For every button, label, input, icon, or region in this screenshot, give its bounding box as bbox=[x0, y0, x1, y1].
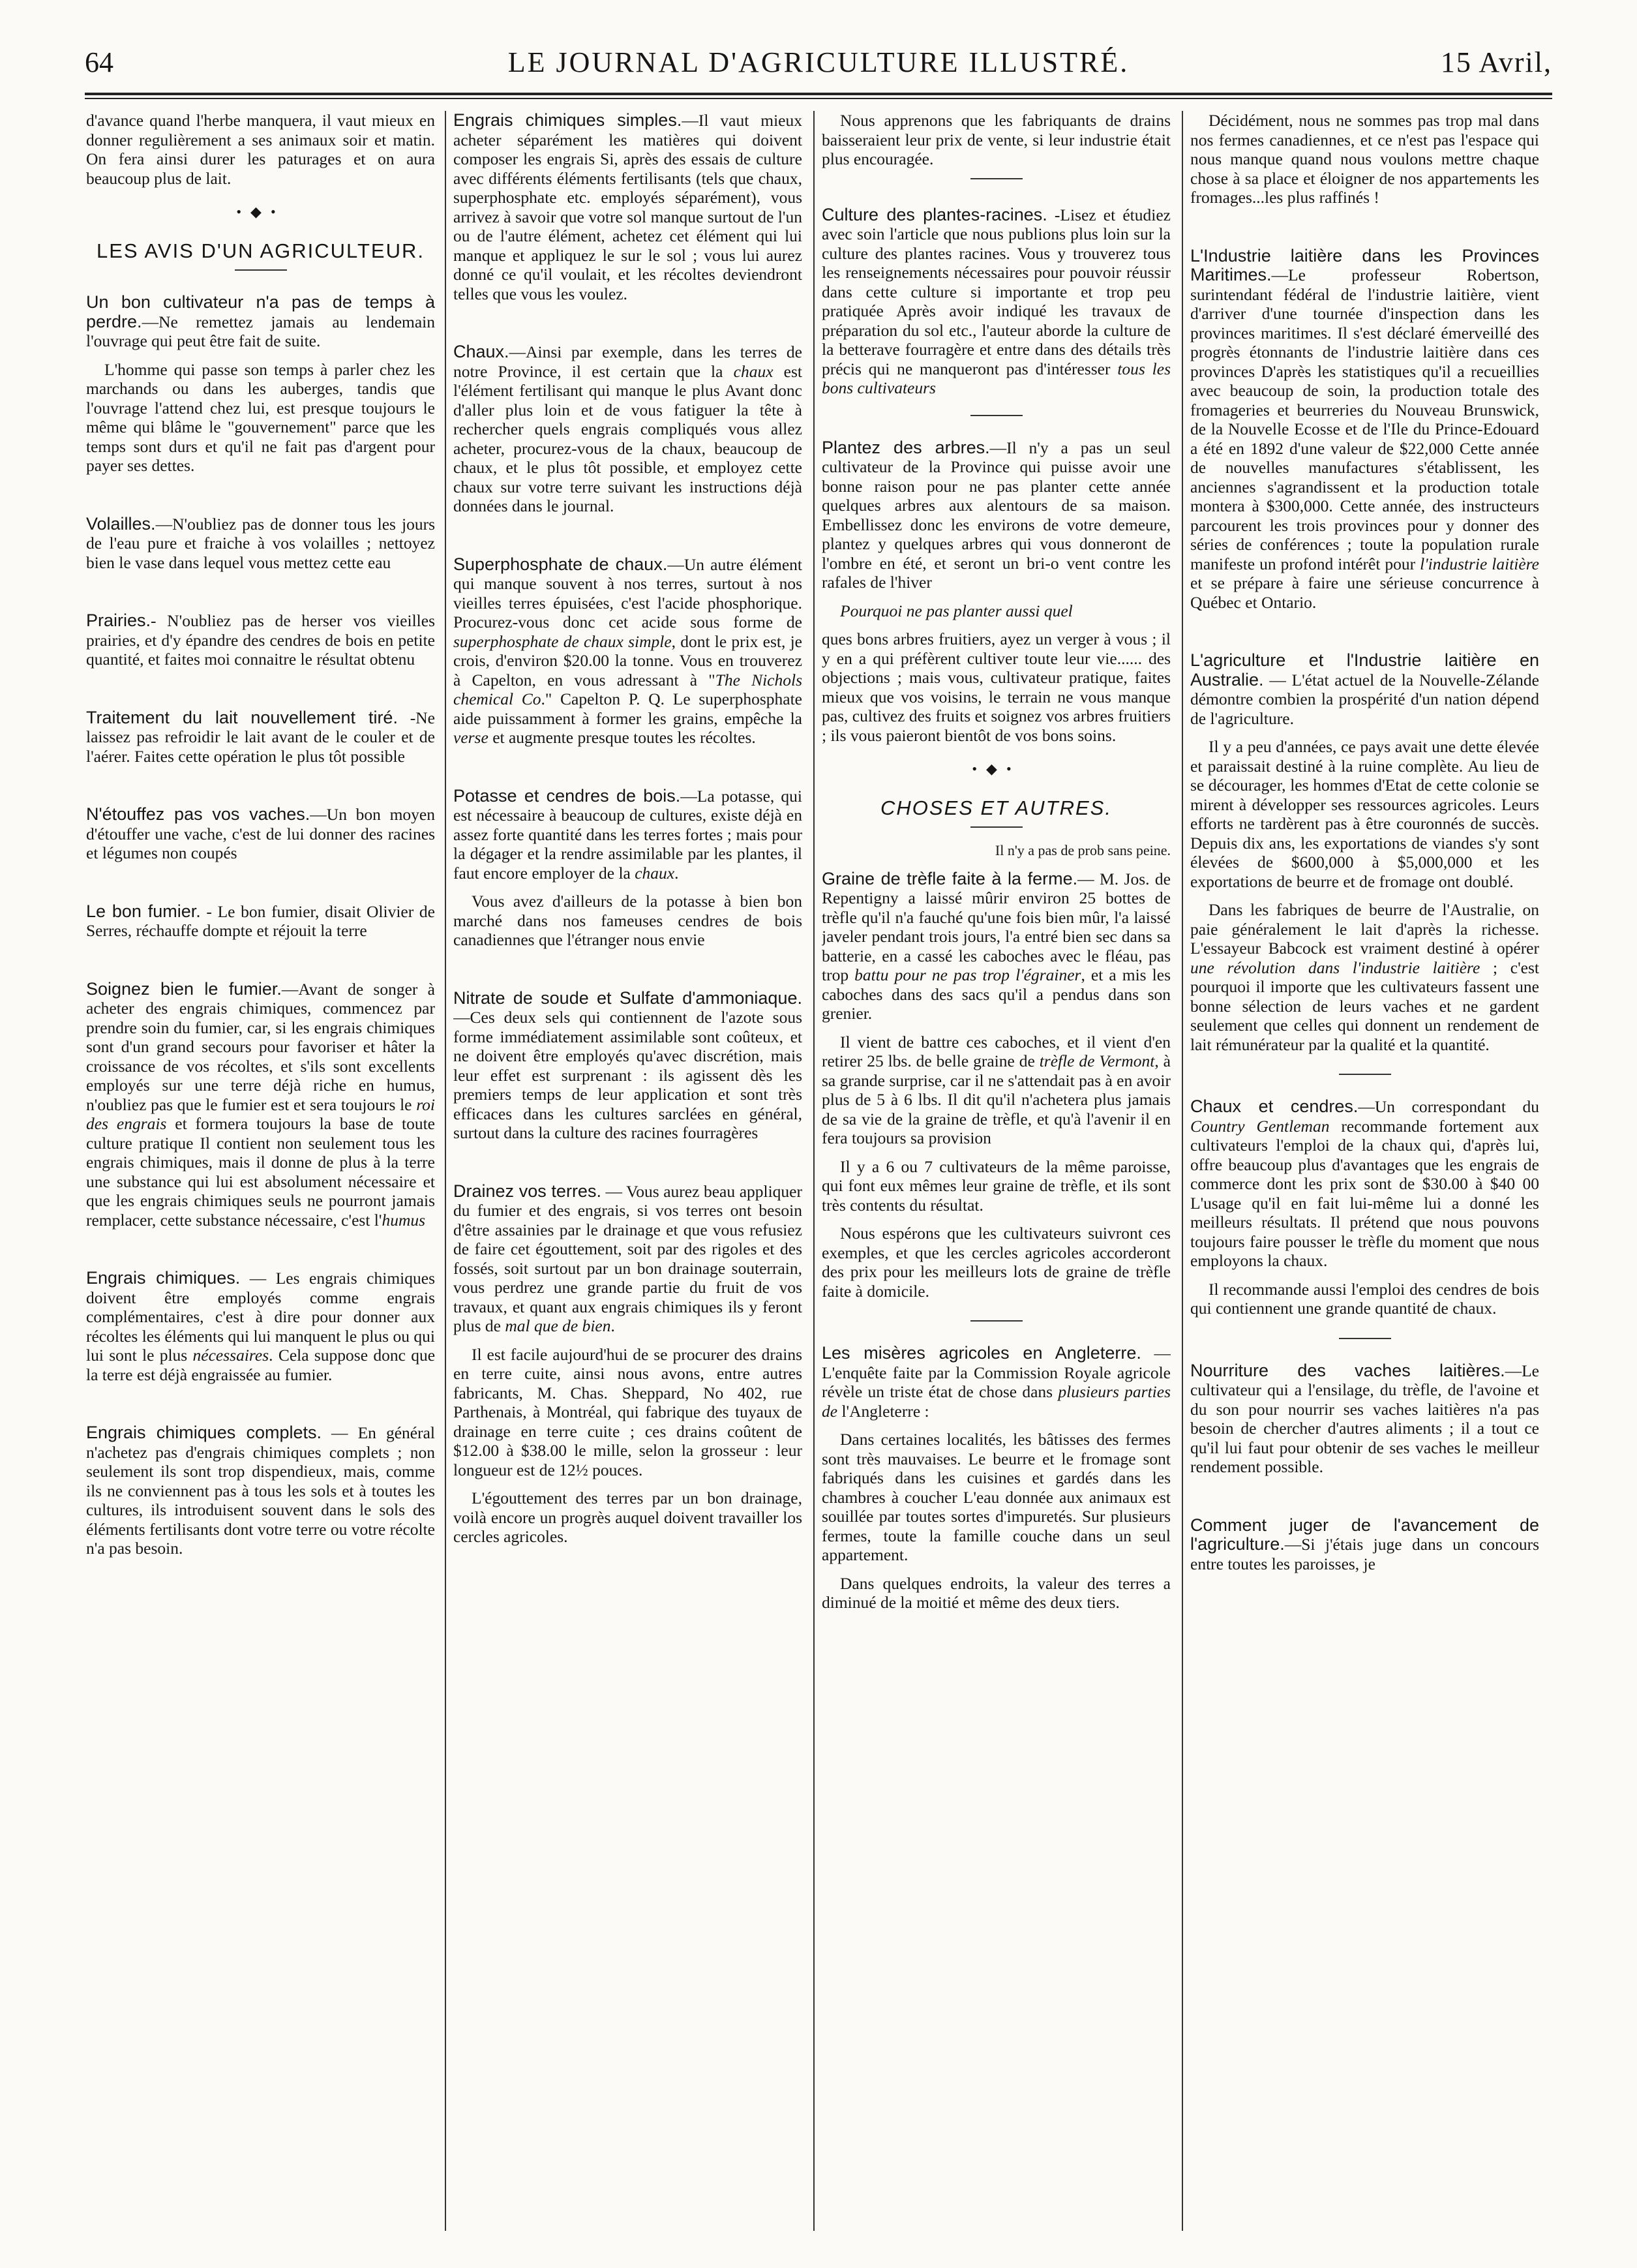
short-rule bbox=[970, 826, 1023, 828]
article-text: Vous avez d'ailleurs de la potasse à bien bon marché dans nos fameuses cendres de bois canadiennes que l'étranger nous envie bbox=[453, 892, 802, 949]
article-text: Dans certaines localités, les bâtisses des fermes sont très mauvaises. Le beurre et le fromage sont fabriqués dans les cuisines et gardés dans les chambres à coucher L'eau donnée aux animaux est souillée par toutes sortes d'impuretés. Sur plusieurs fermes, toute la famille couche dans un seul appartement. bbox=[822, 1430, 1171, 1564]
article-paragraph bbox=[1190, 1097, 1539, 1271]
column-divider bbox=[445, 111, 446, 2231]
article-text: —Le professeur Robertson, surintendant fédéral de l'industrie laitière, vient d'arriver d'une tournée d'inspection dans les provinces maritimes. Il s'est déclaré émerveillé des progrès étonnants de l'industrie laitière dans ces provinces D'après les statistiques qu'il a recueillies avec beaucoup de soin, la production totale des fromageries et beurreries du Nouveau Brunswick, de la Nouvelle Ecosse et de l'Ile du Prince-Edouard a été en 1892 d'une valeur de $22,000 Cette année de nouvelles manufactures s'établissent, les anciennes s'agrandissent et la production totale montera à $300,000. Cette année, des instructeurs parcourent les trois provinces pour y donner des séries de conférences ; toute la population rurale manifeste un profond intérêt pour bbox=[1190, 265, 1539, 573]
article-paragraph bbox=[86, 805, 435, 863]
article-text: d'avance quand l'herbe manquera, il vaut mieux en donner regulièrement a ses animaux soir et matin. On fera ainsi durer les paturages et on aura beaucoup plus de lait. bbox=[86, 111, 435, 188]
article-paragraph bbox=[453, 787, 802, 883]
article-paragraph bbox=[453, 555, 802, 748]
article-text: Il vient de battre ces caboches, et il vient d'en retirer 25 lbs. de belle graine de bbox=[822, 1032, 1171, 1070]
article-text: —Avant de songer à acheter des engrais chimiques, commencez par prendre soin du fumier, car, si les engrais chimiques sont d'un grand secours pour favoriser et hâter la croissance de vos récoltes, et s'ils sont excellents employés sur une terre déjà riche en humus, n'oubliez pas que le fumier est et sera toujours le bbox=[86, 979, 435, 1114]
article-emphasis: The Nichols chemical Co bbox=[453, 670, 802, 708]
column-1 bbox=[86, 111, 435, 2237]
header-rule bbox=[85, 93, 1552, 95]
article-text: —Ainsi par exemple, dans les terres de notre Province, il est certain que la bbox=[453, 342, 802, 381]
article-emphasis: une révolution dans l'industrie laitière bbox=[1190, 958, 1480, 977]
article-text: est l'élément fertilisant qui manque le plus Avant donc d'aller plus loin et de vous fatiguer la tête à rechercher quels engrais compliqués vous allez acheter, procurez-vous de la chaux, beaucoup de chaux, et le plus tôt possible, et employez cette chaux sur votre terre suivant les instructions déjà données dans le journal. bbox=[453, 361, 802, 515]
article-text: et augmente presque toutes les récoltes. bbox=[488, 728, 756, 747]
ornament-separator: •◆• bbox=[236, 204, 285, 220]
article-text: —Le cultivateur qui a l'ensilage, du trèfle, de l'avoine et du son pour nourrir ses vaches laitières n'a pas besoin de chercher d'autres aliments ; il a tout ce qu'il lui faut pour obtenir de ses vaches le meilleur rendement possible. bbox=[1190, 1361, 1539, 1476]
article-emphasis: nécessaires bbox=[192, 1346, 269, 1365]
article-text: . bbox=[674, 863, 679, 883]
article-paragraph bbox=[822, 601, 1171, 621]
column-divider bbox=[1182, 111, 1183, 2231]
article-text: - Le bon fumier, disait Olivier de Serres, réchauffe dompte et réjouit la terre bbox=[86, 901, 435, 940]
article-paragraph bbox=[86, 708, 435, 766]
article-text: -Ne laissez pas refroidir le lait avant de le couler et de l'aérer. Faites cette opération le plus tôt possible bbox=[86, 708, 435, 766]
article-emphasis: chaux bbox=[635, 863, 675, 883]
article-text: — Vous aurez beau appliquer du fumier et des engrais, si vos terres ont besoin d'être assainies par le drainage et que vous refusiez de faire cet égouttement, soit par des rigoles et des fossés, soit surtout par un bon drainage souterrain, vous perdrez une grande partie du fruit de vos travaux, et quant aux engrais chimiques ils y feront plus de bbox=[453, 1181, 802, 1335]
article-heading: Traitement du lait nouvellement tiré. bbox=[86, 707, 398, 727]
article-text: —Si j'étais juge dans un concours entre toutes les paroisses, je bbox=[1190, 1535, 1539, 1573]
article-heading: Comment juger de l'avancement de l'agriculture. bbox=[1190, 1515, 1539, 1554]
article-text: et formera toujours la base de toute culture pratique Il contient non seulement tous les engrais chimiques, mais il donne de plus à la terre une substance qui lui est absolument nécessaire et que les engrais chimiques seuls ne pourront jamais remplacer, cette substance nécessaire, c'est l' bbox=[86, 1114, 435, 1230]
article-heading: Nitrate de soude et Sulfate d'ammoniaque. bbox=[453, 988, 802, 1008]
article-text: Dans les fabriques de beurre de l'Australie, on paie généralement le lait d'après la richesse. L'essayeur Babcock est vraiment destiné à opérer bbox=[1190, 900, 1539, 958]
short-rule bbox=[970, 178, 1023, 179]
issue-date: 15 Avril, bbox=[1440, 46, 1552, 78]
page-number: 64 bbox=[85, 46, 113, 78]
article-emphasis: l'industrie laitière bbox=[1420, 554, 1539, 573]
article-paragraph bbox=[1190, 1516, 1539, 1574]
article-heading: Un bon cultivateur n'a pas de temps à perdre. bbox=[86, 292, 435, 331]
article-text: — En général n'achetez pas d'engrais chimiques complets ; non seulement ils sont trop dispendieux, mais, comme ils ne conviennent pas à tous les sols et à toutes les cultures, ils introduisent souvent dans le sols des éléments fertilisants dont votre terre ou votre récolte n'a pas besoin. bbox=[86, 1423, 435, 1558]
short-rule bbox=[970, 415, 1023, 416]
article-paragraph bbox=[86, 902, 435, 941]
article-paragraph bbox=[453, 111, 802, 303]
article-paragraph bbox=[1190, 900, 1539, 1054]
article-text: . Cela suppose donc que la terre est déjà engraissée au fumier. bbox=[86, 1346, 435, 1384]
column-4 bbox=[1190, 111, 1539, 2237]
article-paragraph bbox=[1190, 247, 1539, 612]
article-paragraph bbox=[822, 1033, 1171, 1148]
article-paragraph bbox=[453, 342, 802, 516]
article-heading: Nourriture des vaches laitières. bbox=[1190, 1360, 1505, 1380]
article-text: Nous espérons que les cultivateurs suivront ces exemples, et que les cercles agricoles accorderont des prix pour les meilleurs lots de graine de trèfle faite à domicile. bbox=[822, 1224, 1171, 1301]
article-heading: Culture des plantes-racines. bbox=[822, 204, 1047, 224]
article-text: Il est facile aujourd'hui de se procurer des drains en terre cuite, ainsi nous avons, entre autres fabricants, M. Chas. Sheppard, No 402, rue Parthenais, à Montréal, qui fabrique des tuyaux de drainage en terre cuite ; ces drains coûtent de $12.00 à $38.00 le mille, selon la grosseur : leur longueur est de 12½ pouces. bbox=[453, 1344, 802, 1479]
section-title: LES AVIS D'UN AGRICULTEUR. bbox=[97, 239, 425, 262]
article-text: ques bons arbres fruitiers, ayez un verger à vous ; il y en a qui préfèrent cultiver toute leur vie...... des objections ; mais vous, cultivateur pratique, faites mieux que vos voisins, le terrain ne vous manque pas, cultivez des fruits et soignez vos arbres fruitiers ; ils vous paieront bientôt de vos bons soins. bbox=[822, 629, 1171, 745]
article-text: Nous apprenons que les fabriquants de drains baisseraient leur prix de vente, si leur industrie était plus encouragée. bbox=[822, 111, 1171, 168]
article-text: —Un correspondant du bbox=[1358, 1097, 1539, 1116]
short-rule bbox=[970, 1320, 1023, 1322]
proverb-quote: Il n'y a pas de prob sans peine. bbox=[995, 842, 1171, 858]
article-heading: Engrais chimiques simples. bbox=[453, 111, 682, 130]
article-heading: N'étouffez pas vos vaches. bbox=[86, 804, 310, 824]
article-text: L'homme qui passe son temps à parler chez les marchands ou dans les auberges, tandis que l'ouvrage l'attend chez lui, est presque toujours le même qui blâme le "gouvernement" parce que les temps sont durs et qu'il ne fait pas d'argent pour payer ses dettes. bbox=[86, 359, 435, 475]
article-emphasis: trèfle de Vermont bbox=[1039, 1051, 1155, 1070]
article-text: — Les engrais chimiques doivent être employés comme engrais complémentaires, c'est à dire pour donner aux récoltes les éléments qui lui manquent le plus ou qui lui sont le plus bbox=[86, 1269, 435, 1365]
short-rule bbox=[1339, 1074, 1391, 1075]
article-text: — M. Jos. de Repentigny a laissé mûrir environ 25 bottes de trèfle qu'il n'a fauché qu'une fois bien mûr, l'a laissé javeler pendant trois jours, l'a entré bien sec dans sa batterie, en a cassé les caboches avec le fléau, pas trop bbox=[822, 869, 1171, 984]
article-text: —N'oubliez pas de donner tous les jours de l'eau pure et fraiche à vos volailles ; nettoyez bien le vase dans lequel vous mettez cette eau bbox=[86, 514, 435, 572]
article-text: Il y a 6 ou 7 cultivateurs de la même paroisse, qui font eux mêmes leur graine de trèfle, et ils sont très contents du résultat. bbox=[822, 1157, 1171, 1215]
column-3 bbox=[822, 111, 1171, 2237]
article-text: -Lisez et étudiez avec soin l'article que nous publions plus loin sur la culture des plantes racines. Vous y trouverez tous les renseignements nécessaires pour pouvoir réussir dans cette culture si importante et trop peu pratiquée Après avoir indiqué les travaux de préparation du sol etc., l'auteur aborde la culture de la betterave fourragère et entre dans des détails très précis qui ne manqueront pas d'intéresser bbox=[822, 205, 1171, 378]
article-text: , dont le prix est, je crois, d'environ $20.00 la tonne. Vous en trouverez à Capelton, en vous adressant à " bbox=[453, 631, 802, 689]
section-title: CHOSES ET AUTRES. bbox=[880, 796, 1112, 819]
article-text: —Un bon moyen d'étouffer une vache, c'est de lui donner des racines et légumes non coupés bbox=[86, 805, 435, 862]
article-emphasis: battu pour ne pas trop l'égrainer bbox=[854, 965, 1081, 984]
article-text: L'égouttement des terres par un bon drainage, voilà encore un progrès auquel doivent travailler los cercles agricoles. bbox=[453, 1489, 802, 1546]
article-heading: Prairies. bbox=[86, 611, 151, 630]
article-emphasis: plusieurs parties de bbox=[822, 1382, 1171, 1421]
article-text: recommande fortement aux cultivateurs l'emploi de la chaux qui, d'après lui, offre beaucoup plus d'avantages que les engrais de commerce dont les prix sont de $30.00 à $40 00 L'usage qu'il en fait lui-même lui a donné les meilleurs résultats. Il prétend que nous pouvons toujours faire pousser le trèfle du moment que nous employons la chaux. bbox=[1190, 1116, 1539, 1270]
article-text: —Un autre élément qui manque souvent à nos terres, surtout à nos vieilles terres épuisées, c'est l'acide phosphorique. Procurez-vous donc cet acide sous forme de bbox=[453, 554, 802, 631]
article-text: Dans quelques endroits, la valeur des terres a diminué de la moitié et même des deux tiers. bbox=[822, 1573, 1171, 1612]
header-rule-thin bbox=[85, 98, 1552, 99]
article-heading: Graine de trèfle faite à la ferme. bbox=[822, 868, 1078, 888]
article-paragraph bbox=[1190, 1361, 1539, 1477]
article-paragraph bbox=[1190, 651, 1539, 728]
article-text: —Ces deux sels qui contiennent de l'azote sous forme immédiatement assimilable sont coûteux, et ne doivent être employés qu'avec discrétion, mais leur effet est surprenant : ils agissent dès les premiers temps de leur application et sont très efficaces dans les cultures sarclées en général, surtout dans la culture des racines fourragères bbox=[453, 1008, 802, 1142]
article-text: ." Capelton P. Q. Le superphosphate aide puissamment à former les grains, empêche la bbox=[453, 689, 802, 728]
article-heading: Engrais chimiques complets. bbox=[86, 1423, 322, 1442]
article-heading: Le bon fumier. bbox=[86, 901, 201, 921]
article-text: Il recommande aussi l'emploi des cendres de bois qui contiennent une grande quantité de chaux. bbox=[1190, 1279, 1539, 1318]
short-rule bbox=[235, 269, 287, 271]
column-2 bbox=[453, 111, 802, 2237]
article-paragraph bbox=[453, 1182, 802, 1336]
article-text: Décidément, nous ne sommes pas trop mal dans nos fermes canadiennes, et ce n'est pas l'espace qui nous manque quand nous voulons mettre chaque chose à sa place et éloigner de nos appartements les fromages...les plus raffinés ! bbox=[1190, 111, 1539, 207]
article-emphasis: verse bbox=[453, 728, 488, 747]
article-heading: Superphosphate de chaux. bbox=[453, 554, 668, 574]
article-text: —L'enquête faite par la Commission Royale agricole révèle un triste état de chose dans bbox=[822, 1344, 1171, 1401]
article-paragraph bbox=[86, 611, 435, 669]
article-paragraph bbox=[822, 205, 1171, 398]
article-heading: Soignez bien le fumier. bbox=[86, 978, 282, 999]
article-emphasis: chaux bbox=[733, 361, 773, 381]
article-heading: Chaux et cendres. bbox=[1190, 1096, 1359, 1116]
article-text: - N'oubliez pas de herser vos vieilles prairies, et d'y épandre des cendres de bois en petite quantité, et faites moi connaitre le résultat obtenu bbox=[86, 611, 435, 669]
article-text: et se prépare à faire une sérieuse concurrence à Québec et Ontario. bbox=[1190, 573, 1539, 612]
article-paragraph bbox=[86, 1423, 435, 1558]
article-text: —La potasse, qui est nécessaire à beaucoup de cultures, existe déjà en assez forte quantité dans les terres fortes ; mais pour la dégager et la rendre assimilable par les plantes, il faut encore employer de la bbox=[453, 786, 802, 883]
newspaper-title: LE JOURNAL D'AGRICULTURE ILLUSTRÉ. bbox=[507, 46, 1130, 78]
article-heading: Chaux. bbox=[453, 342, 509, 361]
article-text: , à sa grande surprise, car il ne s'attendait pas à en avoir plus de 5 à 6 lbs. Il dit qu'il n'achetera plus jamais de sa vie de la graine de trèfle, et qu'à l'avenir il en fera toujours sa provision bbox=[822, 1051, 1171, 1147]
article-heading: L'agriculture et l'Industrie laitière en Australie. bbox=[1190, 650, 1539, 689]
article-text: l'Angleterre : bbox=[837, 1401, 929, 1421]
article-text: —Il vaut mieux acheter séparément les matières qui doivent composer les engrais Si, après des essais de culture avec différents éléments fertilisants (tels que chaux, superphosphate etc. employés séparément), vous arrivez à savoir que votre sol manque surtout de l'un ou de l'autre élément, achetez cet élément qui lui manque et appliquez le sur le sol ; vous lui aurez donné ce qu'il voulait, et les récoltes deviendront telles que vous les voulez. bbox=[453, 111, 802, 303]
page-header bbox=[85, 46, 1552, 91]
article-paragraph bbox=[822, 1344, 1171, 1421]
article-heading: Volailles. bbox=[86, 513, 156, 534]
article-text: . bbox=[610, 1316, 615, 1335]
short-rule bbox=[1339, 1338, 1391, 1339]
article-emphasis: humus bbox=[382, 1210, 426, 1230]
article-text: , et a mis les caboches dans des sacs qu'il a pendus dans son grenier. bbox=[822, 965, 1171, 1023]
ornament-separator: •◆• bbox=[972, 761, 1021, 777]
article-emphasis: Pourquoi ne pas planter aussi quel bbox=[840, 601, 1073, 620]
article-heading: Potasse et cendres de bois. bbox=[453, 785, 681, 806]
article-paragraph bbox=[453, 989, 802, 1143]
article-emphasis: roi des engrais bbox=[86, 1095, 435, 1133]
article-paragraph bbox=[86, 1269, 435, 1384]
article-paragraph bbox=[822, 869, 1171, 1023]
article-heading: Les misères agricoles en Angleterre. bbox=[822, 1343, 1141, 1363]
article-heading: Engrais chimiques. bbox=[86, 1268, 241, 1288]
article-text: —Ne remettez jamais au lendemain l'ouvrage qui peut être fait de suite. bbox=[86, 312, 435, 350]
article-text: Il y a peu d'années, ce pays avait une dette élevée et paraissait destiné à la ruine complète. Au lieu de se décourager, les hommes d'Etat de cette colonie se mirent à développer ses ressources agricoles. Leurs efforts ne tardèrent pas à être couronnés de succès. Depuis dix ans, les exportations de viandes s'y sont élevées de $600,000 à $5,000,000 et les exportations de beurre et de fromage ont doublé. bbox=[1190, 737, 1539, 891]
article-text: — L'état actuel de la Nouvelle-Zélande démontre combien la prospérité d'un nation dépend de l'agriculture. bbox=[1190, 670, 1539, 728]
article-heading: L'Industrie laitière dans les Provinces Maritimes. bbox=[1190, 245, 1539, 284]
article-paragraph bbox=[86, 980, 435, 1230]
article-heading: Drainez vos terres. bbox=[453, 1181, 601, 1201]
article-paragraph bbox=[86, 515, 435, 573]
column-divider bbox=[813, 111, 815, 2231]
article-text: ; c'est pourquoi il importe que les cultivateurs fassent une bonne sélection de leurs vaches et ne gardent seulement que celles qui donnent un rendement de lait rémunérateur par la qualité et la quantité. bbox=[1190, 958, 1539, 1054]
article-text: —Il n'y a pas un seul cultivateur de la Province qui puisse avoir une bonne raison pour ne pas planter cette année quelques arbres aux alentours de sa maison. Embellissez donc les environs de votre demeure, plantez y quelques arbres qui vous donneront de l'ombre en été, et seront un bri-o vent contre les rafales de l'hiver bbox=[822, 438, 1171, 592]
article-paragraph bbox=[86, 293, 435, 351]
article-heading: Plantez des arbres. bbox=[822, 437, 990, 457]
article-emphasis: tous les bons cultivateurs bbox=[822, 359, 1171, 397]
article-emphasis: mal que de bien bbox=[505, 1316, 611, 1335]
article-paragraph bbox=[822, 438, 1171, 592]
article-emphasis: Country Gentleman bbox=[1190, 1116, 1330, 1136]
article-emphasis: superphosphate de chaux simple bbox=[453, 631, 672, 651]
